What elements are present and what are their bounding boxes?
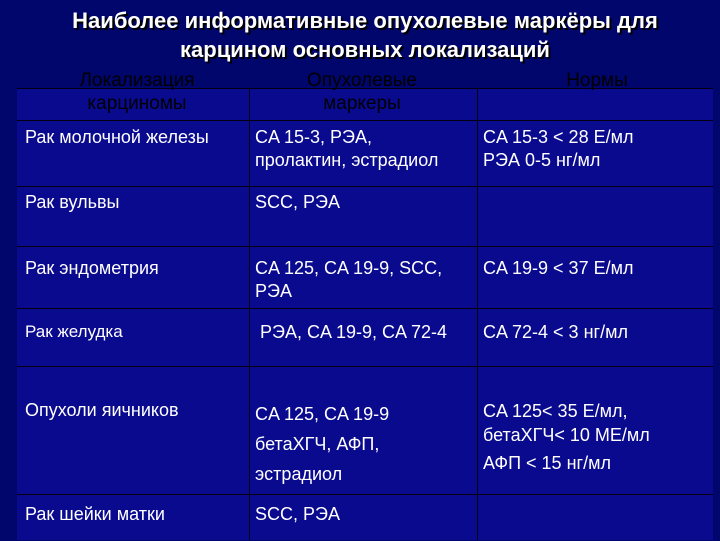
header-localization-line1: Локализация [79, 70, 195, 91]
marker-line: бетаХГЧ, АФП, [255, 434, 380, 454]
table-row [17, 120, 713, 187]
table-row [17, 186, 713, 247]
cell-norms [483, 321, 713, 344]
table-row [17, 494, 713, 541]
norm-line: бетаХГЧ< 10 МЕ/мл [483, 425, 650, 445]
header-markers [262, 69, 462, 115]
norm-line: CA 15-3 < 28 Е/мл [483, 127, 634, 147]
norm-line: РЭА 0-5 нг/мл [483, 150, 601, 170]
cell-location: Рак желудка [25, 322, 123, 341]
column-divider [249, 88, 250, 540]
header-localization-line2: карциномы [87, 93, 187, 114]
marker-line: CA 15-3, РЭА, [255, 127, 372, 147]
marker-line: эстрадиол [255, 464, 343, 484]
title-line-2: карцином основных локализаций [180, 37, 550, 62]
marker-line: CA 125, CA 19-9 [255, 404, 390, 424]
cell-location: Рак вульвы [25, 192, 120, 212]
norm-line: CA 125< 35 Е/мл, [483, 401, 628, 421]
marker-line: РЭА, CA 19-9, CA 72-4 [255, 322, 448, 342]
norm-line: CA 72-4 < 3 нг/мл [483, 322, 628, 342]
cell-markers [255, 191, 480, 214]
title-line-1: Наиболее информативные опухолевые маркёры для [72, 8, 658, 33]
cell-location: Опухоли яичников [25, 400, 179, 420]
cell-markers [255, 399, 480, 489]
cell-location: Рак эндометрия [25, 258, 159, 278]
cell-markers [255, 257, 480, 303]
cell-norms [483, 399, 713, 475]
norm-line: CA 19-9 < 37 Е/мл [483, 258, 634, 278]
header-norms: Нормы [566, 70, 628, 91]
marker-line: РЭА [255, 281, 292, 301]
header-markers-line1: Опухолевые [307, 70, 417, 91]
header-markers-line2: маркеры [323, 93, 401, 114]
cell-norms [483, 126, 713, 172]
marker-line: SCC, РЭА [255, 504, 340, 524]
table-header-row [17, 70, 713, 121]
cell-markers [255, 503, 480, 526]
marker-line: CA 125, CA 19-9, SCC, [255, 258, 443, 278]
cell-markers [255, 126, 480, 172]
header-localization [37, 69, 237, 115]
marker-line: пролактин, эстрадиол [255, 150, 439, 170]
table-row [17, 308, 713, 367]
norm-line: АФП < 15 нг/мл [483, 453, 611, 473]
cell-location: Рак шейки матки [25, 504, 165, 524]
marker-line: SCC, РЭА [255, 192, 340, 212]
cell-markers [255, 321, 480, 344]
table-row [17, 246, 713, 309]
slide-title [20, 6, 710, 64]
column-divider [477, 88, 478, 540]
cell-norms [483, 257, 713, 280]
cell-location: Рак молочной железы [25, 127, 209, 147]
table-row [17, 366, 713, 484]
markers-table [17, 70, 713, 540]
